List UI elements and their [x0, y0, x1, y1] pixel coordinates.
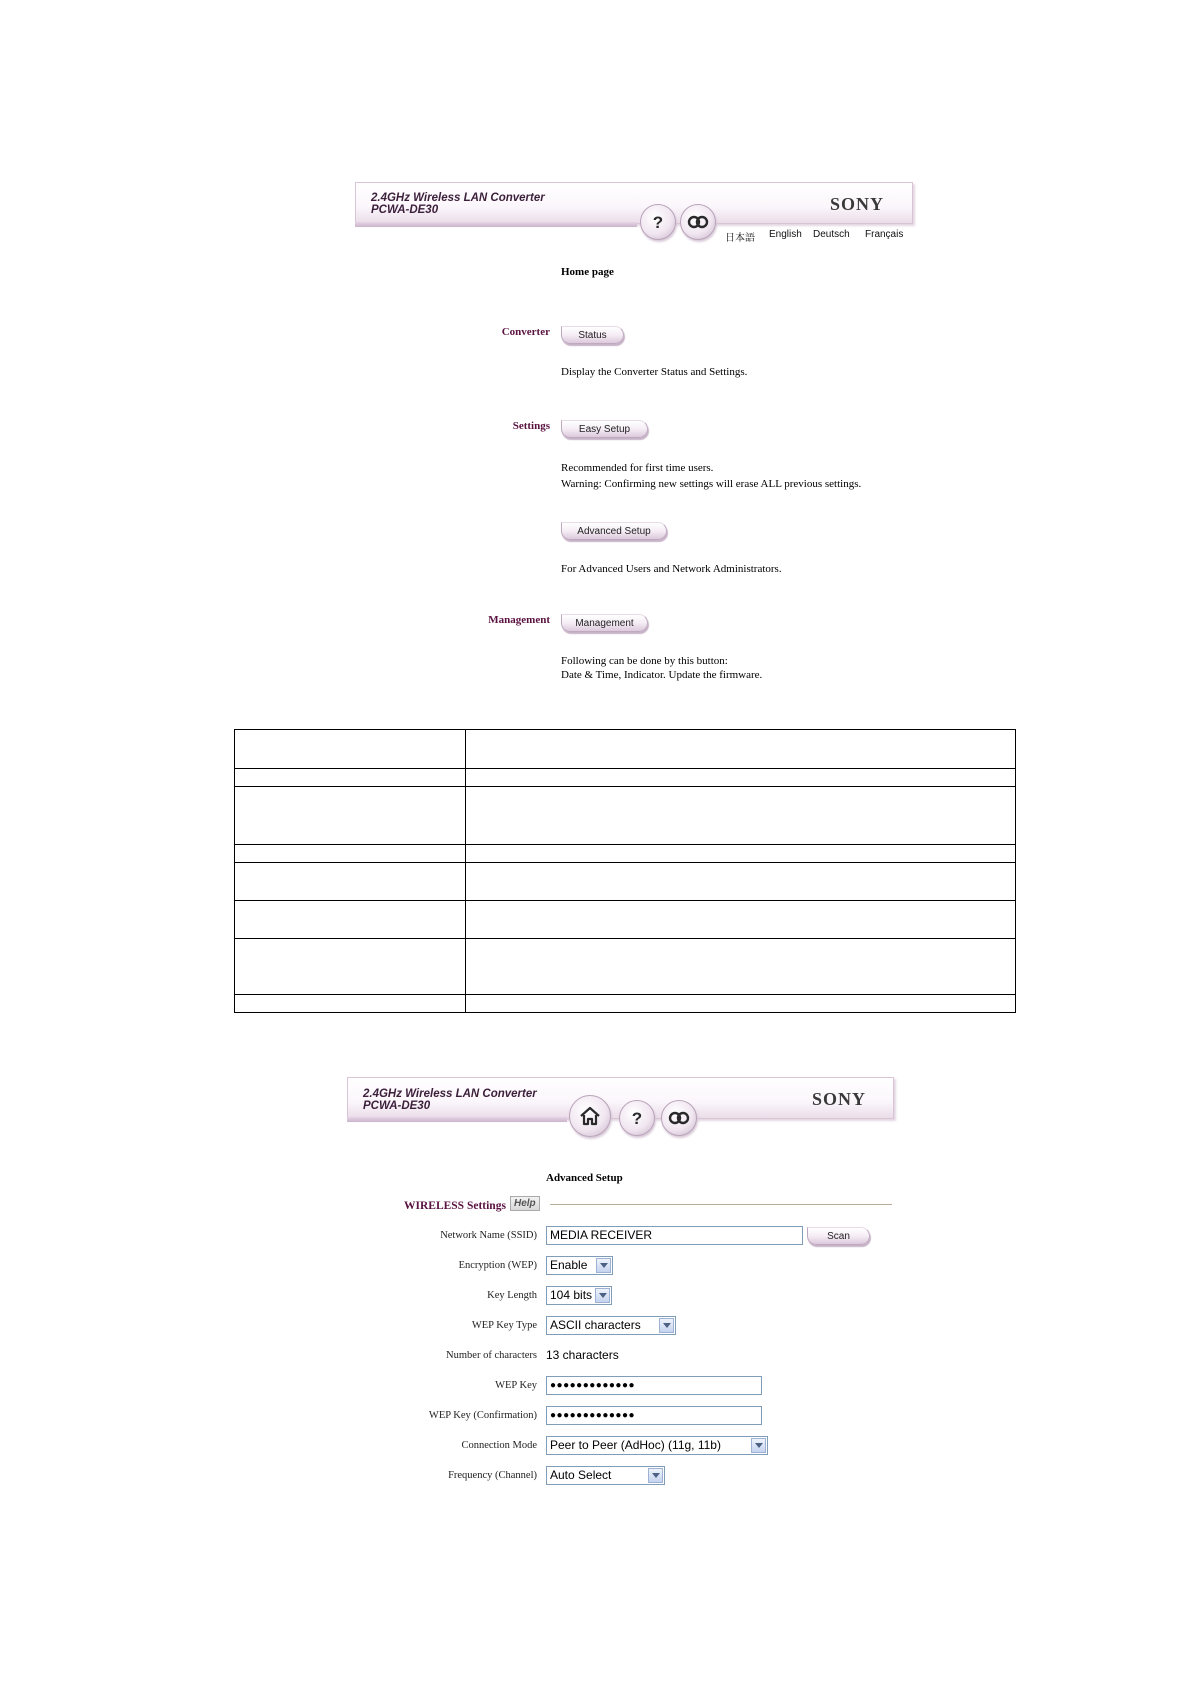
section-label-converter: Converter — [501, 326, 550, 338]
wep-key-confirm-input[interactable]: ●●●●●●●●●●●●● — [546, 1406, 762, 1425]
svg-text:?: ? — [631, 1109, 643, 1128]
description-table — [234, 729, 1016, 1013]
management-description — [561, 654, 762, 682]
ssid-input[interactable]: MEDIA RECEIVER — [546, 1226, 803, 1245]
frequency-select[interactable] — [546, 1466, 665, 1485]
product-line-2: PCWA-DE30 — [371, 204, 439, 216]
home-page-panel — [350, 178, 940, 706]
key-type-select[interactable] — [546, 1316, 676, 1335]
advanced-setup-button[interactable] — [561, 522, 667, 540]
table-row — [235, 844, 1015, 845]
help-circle-button[interactable] — [640, 204, 676, 240]
scan-button-label: Scan — [827, 1230, 850, 1242]
question-icon — [649, 212, 667, 232]
chevron-down-icon — [595, 1288, 610, 1303]
status-button[interactable] — [561, 326, 624, 344]
management-desc-line-2: Date & Time, Indicator. Update the firmware. — [561, 669, 763, 681]
ssid-label: Network Name (SSID) — [440, 1230, 537, 1241]
chevron-down-icon — [751, 1438, 766, 1453]
key-length-label: Key Length — [487, 1290, 537, 1301]
help-button[interactable]: Help — [510, 1196, 540, 1211]
management-button-label: Management — [575, 617, 634, 629]
easy-setup-button[interactable] — [561, 420, 648, 438]
chain-link-icon — [687, 215, 709, 229]
easy-setup-desc-line-1: Recommended for first time users. — [561, 462, 714, 474]
key-length-select[interactable] — [546, 1286, 612, 1305]
status-description: Display the Converter Status and Settings. — [561, 366, 748, 378]
home-circle-button[interactable] — [569, 1095, 611, 1137]
status-button-label: Status — [578, 329, 607, 341]
link-circle-button[interactable] — [661, 1100, 697, 1136]
connection-mode-value: Peer to Peer (AdHoc) (11g, 11b) — [550, 1438, 721, 1452]
key-length-value: 104 bits — [550, 1288, 593, 1302]
chevron-down-icon — [596, 1258, 611, 1273]
section-title: WIRELESS Settings — [404, 1200, 506, 1212]
num-chars-value: 13 characters — [546, 1348, 619, 1362]
page-title: Home page — [561, 266, 614, 278]
encryption-value: Enable — [550, 1258, 588, 1272]
key-type-label: WEP Key Type — [471, 1320, 537, 1331]
chevron-down-icon — [648, 1468, 663, 1483]
advanced-setup-button-label: Advanced Setup — [577, 525, 651, 537]
num-chars-label: Number of characters — [446, 1350, 537, 1361]
management-button[interactable] — [561, 614, 648, 632]
section-label-settings: Settings — [512, 420, 550, 432]
frequency-value: Auto Select — [550, 1468, 612, 1482]
question-icon — [628, 1108, 646, 1128]
wep-key-label: WEP Key — [495, 1380, 537, 1391]
product-line-2: PCWA-DE30 — [363, 1100, 431, 1112]
chain-link-icon — [668, 1111, 690, 1125]
table-row — [235, 900, 1015, 901]
table-row — [235, 994, 1015, 995]
table-row — [235, 768, 1015, 769]
form-labels — [345, 1072, 537, 1492]
scan-button[interactable] — [807, 1227, 870, 1245]
section-label-management: Management — [488, 614, 550, 626]
easy-setup-warning: Warning: Confirming new settings will erase ALL previous settings. — [561, 478, 862, 490]
connection-mode-label: Connection Mode — [461, 1440, 537, 1451]
table-row — [235, 938, 1015, 939]
lang-deutsch[interactable]: Deutsch — [813, 229, 850, 240]
encryption-select[interactable] — [546, 1256, 613, 1275]
table-row — [235, 786, 1015, 787]
lang-japanese[interactable]: 日本語 — [725, 233, 755, 244]
advanced-setup-description: For Advanced Users and Network Administrators. — [561, 563, 782, 575]
wep-key-confirm-label: WEP Key (Confirmation) — [428, 1410, 537, 1421]
link-circle-button[interactable] — [680, 204, 716, 240]
brand-logo: SONY — [830, 194, 885, 214]
advanced-setup-panel — [345, 1072, 905, 1492]
svg-text:?: ? — [652, 213, 664, 232]
table-column-divider — [465, 730, 466, 1012]
lang-english[interactable]: English — [769, 229, 802, 240]
management-desc-line-1: Following can be done by this button: — [561, 655, 728, 667]
wep-key-input[interactable]: ●●●●●●●●●●●●● — [546, 1376, 762, 1395]
easy-setup-button-label: Easy Setup — [578, 423, 631, 435]
brand-logo: SONY — [812, 1089, 867, 1109]
header-divider-bar — [355, 222, 637, 227]
product-line-1: 2.4GHz Wireless LAN Converter — [371, 192, 545, 204]
page-title: Advanced Setup — [546, 1172, 623, 1184]
home-icon — [578, 1105, 602, 1127]
frequency-label: Frequency (Channel) — [448, 1470, 537, 1481]
home-header — [355, 182, 935, 244]
key-type-value: ASCII characters — [550, 1318, 641, 1332]
easy-setup-description — [561, 460, 861, 492]
product-line-1: 2.4GHz Wireless LAN Converter — [363, 1088, 537, 1100]
connection-mode-select[interactable] — [546, 1436, 768, 1455]
help-circle-button[interactable] — [619, 1100, 655, 1136]
table-row — [235, 862, 1015, 863]
chevron-down-icon — [659, 1318, 674, 1333]
wep-label: Encryption (WEP) — [458, 1260, 537, 1271]
lang-francais[interactable]: Français — [865, 229, 904, 240]
section-divider — [550, 1204, 892, 1205]
product-name — [371, 192, 545, 216]
